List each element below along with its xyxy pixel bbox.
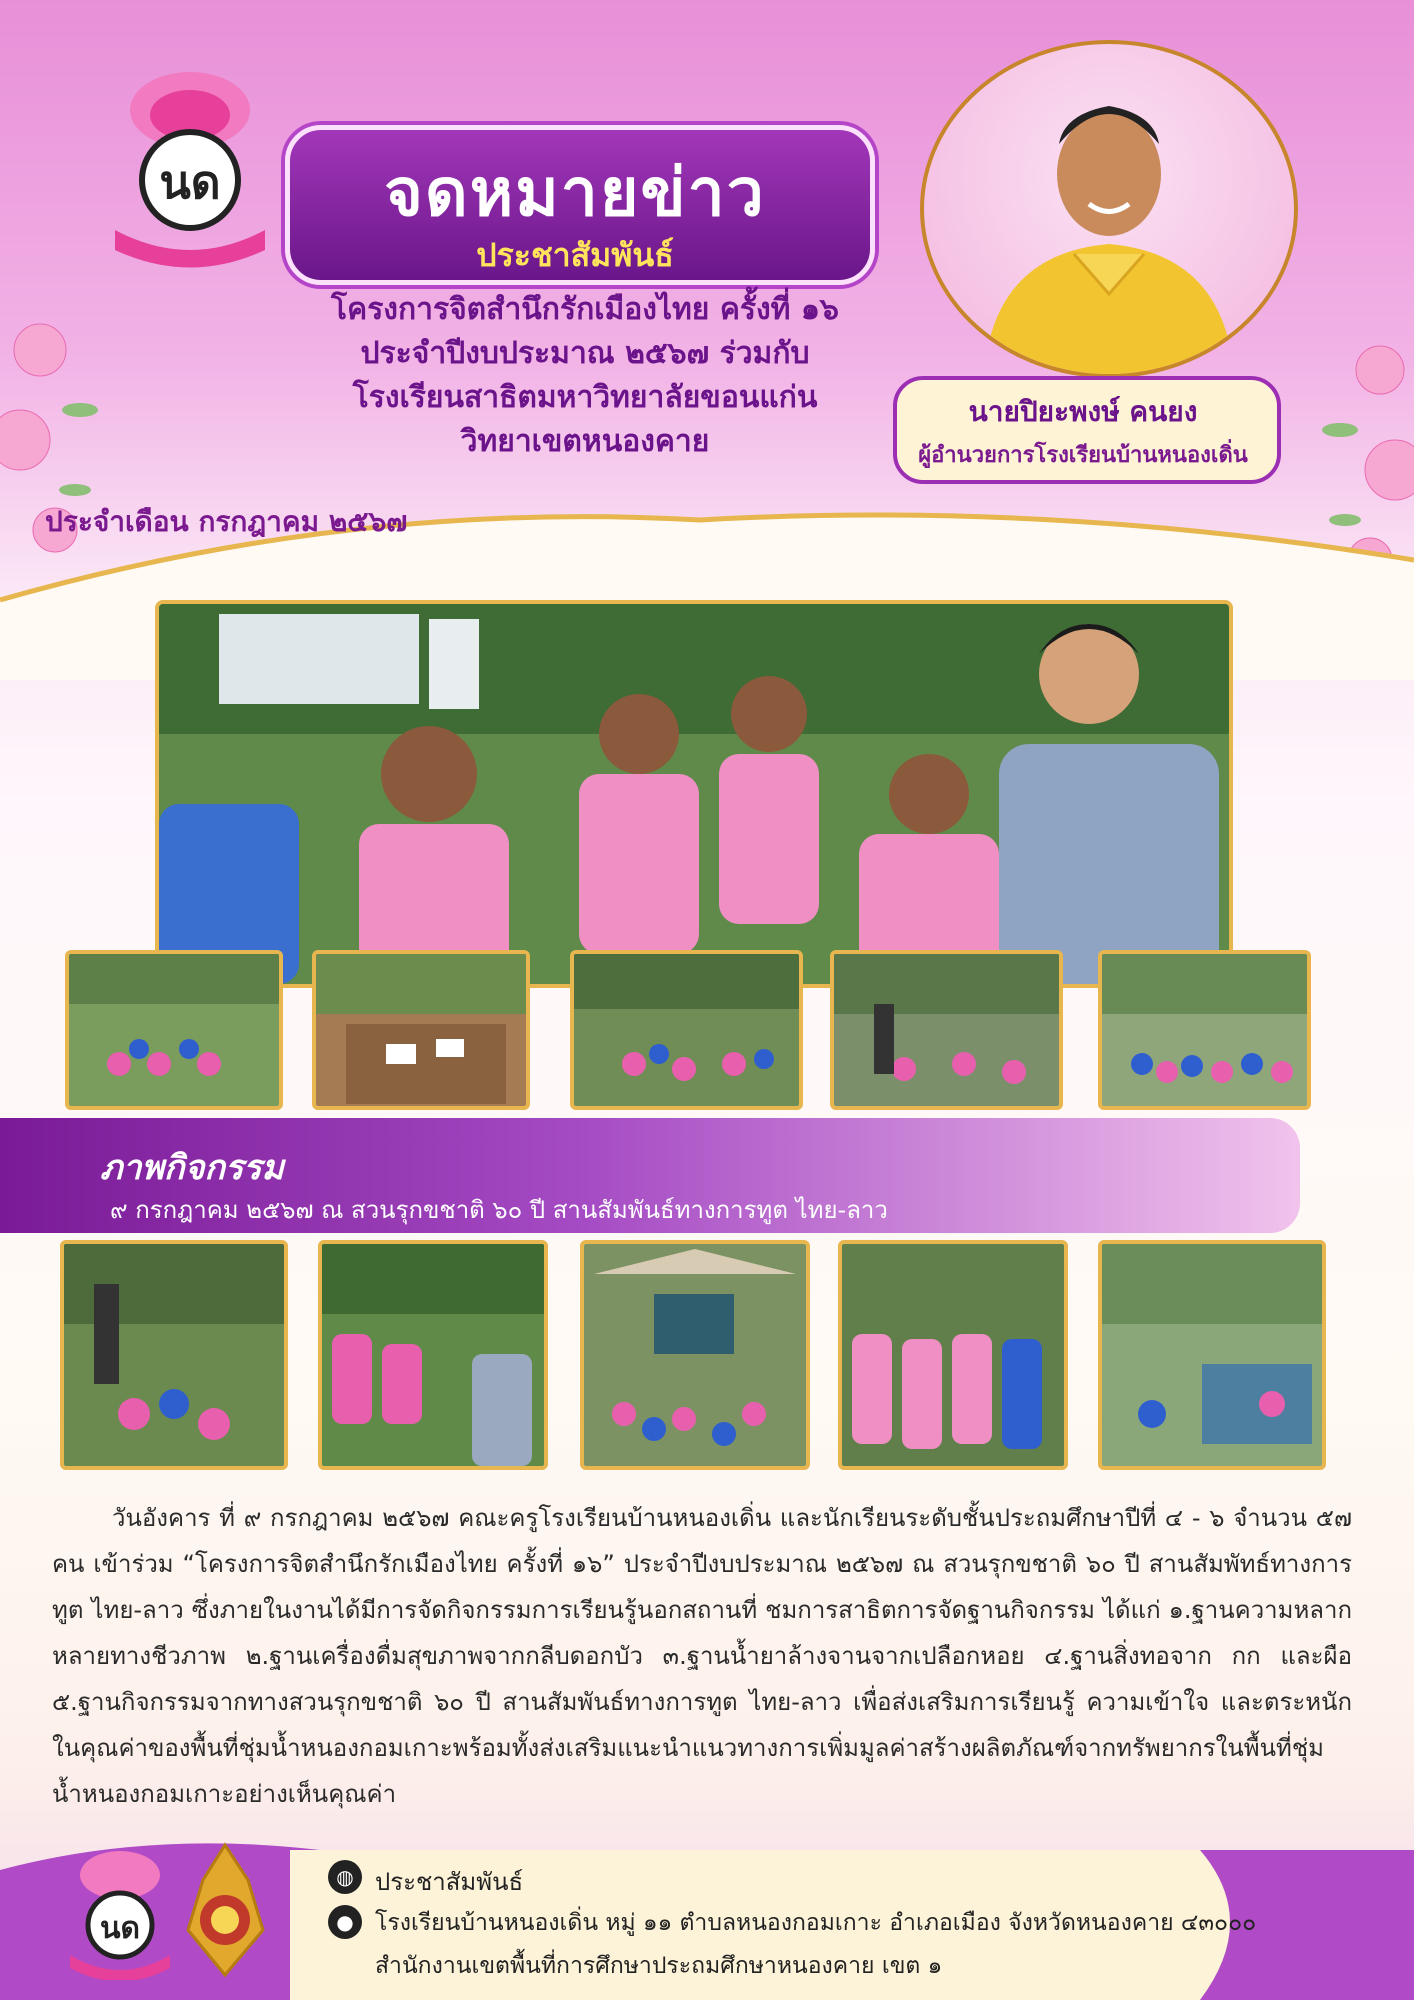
project-line: โครงการจิตสำนึกรักเมืองไทย ครั้งที่ ๑๖ xyxy=(331,292,839,327)
logo-text: นด xyxy=(159,155,221,209)
director-portrait xyxy=(920,40,1298,378)
main-activity-photo xyxy=(155,600,1233,988)
issue-month: ประจำเดือน กรกฎาคม ๒๕๖๗ xyxy=(45,505,408,538)
activity-photo-thumb xyxy=(60,1240,288,1470)
education-office-emblem xyxy=(178,1840,273,1980)
project-line: ประจำปีงบประมาณ ๒๕๖๗ ร่วมกับ xyxy=(360,336,810,371)
footer-address: โรงเรียนบ้านหนองเดิ่น หมู่ ๑๑ ตำบลหนองกอมเกาะ อำเภอเมือง จังหวัดหนองคาย ๔๓๐๐๐ xyxy=(375,1910,1257,1936)
activity-photo-thumb xyxy=(838,1240,1068,1470)
activity-photo-thumb xyxy=(570,950,803,1110)
director-position: ผู้อำนวยการโรงเรียนบ้านหนองเดิ่น xyxy=(918,443,1248,468)
activity-photo-thumb xyxy=(830,950,1063,1110)
school-logo xyxy=(105,70,275,270)
director-name: นายปิยะพงษ์ คนยง xyxy=(968,395,1198,428)
project-title xyxy=(240,288,930,464)
activity-photo-thumb xyxy=(65,950,283,1110)
activity-photo-thumb xyxy=(580,1240,810,1470)
activity-section-title: ภาพกิจกรรม xyxy=(100,1148,284,1188)
activity-photo-thumb xyxy=(312,950,530,1110)
activity-photo-thumb xyxy=(1098,950,1311,1110)
location-pin-icon: ● xyxy=(328,1905,362,1939)
news-body-text: วันอังคาร ที่ ๙ กรกฎาคม ๒๕๖๗ คณะครูโรงเรียนบ้านหนองเดิ่น และนักเรียนระดับชั้นประถมศึกษาปีที่ ๔ - ๖ จำนวน ๕๗ คน เข้าร่วม “โครงการจิตสำนึกรักเมืองไทย ครั้งที่ ๑๖” ประจำปีงบประมาณ ๒๕๖๗ ณ สวนรุกขชาติ ๖๐ ปี สานสัมพัทธ์ทางการทูต ไทย-ลาว ซึ่งภายในงานได้มีการจัดกิจกรรมการเรียนรู้นอกสถานที่ ชมการสาธิตการจัดฐานกิจกรรม ได้แก่ ๑.ฐานความหลากหลายทางชีวภาพ ๒.ฐานเครื่องดื่มสุขภาพจากกลีบดอกบัว ๓.ฐานน้ำยาล้างจานจากเปลือกหอย ๔.ฐานสิ่งทอจาก กก และผือ ๕.ฐานกิจกรรมจากทางสวนรุกขชาติ ๖๐ ปี สานสัมพันธ์ทางการทูต ไทย-ลาว เพื่อส่งเสริมการเรียนรู้ ความเข้าใจ และตระหนักในคุณค่าของพื้นที่ชุ่มน้ำหนองกอมเกาะพร้อมทั้งส่งเสริมแนะนำแนวทางการเพิ่มมูลค่าสร้างผลิตภัณฑ์จากทรัพยากรในพื้นที่ชุ่มน้ำหนองกอมเกาะอย่างเห็นคุณค่า xyxy=(52,1504,1352,1808)
newsletter-title: จดหมายข่าว xyxy=(384,154,766,231)
project-line: วิทยาเขตหนองคาย xyxy=(460,424,710,459)
logo-text: นด xyxy=(100,1911,140,1946)
activity-photo-thumb xyxy=(318,1240,548,1470)
project-line: โรงเรียนสาธิตมหาวิทยาลัยขอนแก่น xyxy=(352,380,818,415)
school-logo-footer xyxy=(65,1850,175,1980)
activity-photo-thumb xyxy=(1098,1240,1326,1470)
globe-icon: ◍ xyxy=(328,1860,362,1894)
footer-pr-label: ประชาสัมพันธ์ xyxy=(375,1868,524,1896)
activity-section-subtitle: ๙ กรกฎาคม ๒๕๖๗ ณ สวนรุกขชาติ ๖๐ ปี สานสัมพันธ์ทางการทูต ไทย-ลาว xyxy=(110,1196,888,1224)
footer-office: สำนักงานเขตพื้นที่การศึกษาประถมศึกษาหนองคาย เขต ๑ xyxy=(375,1953,943,1979)
newsletter-subtitle: ประชาสัมพันธ์ xyxy=(476,236,674,274)
